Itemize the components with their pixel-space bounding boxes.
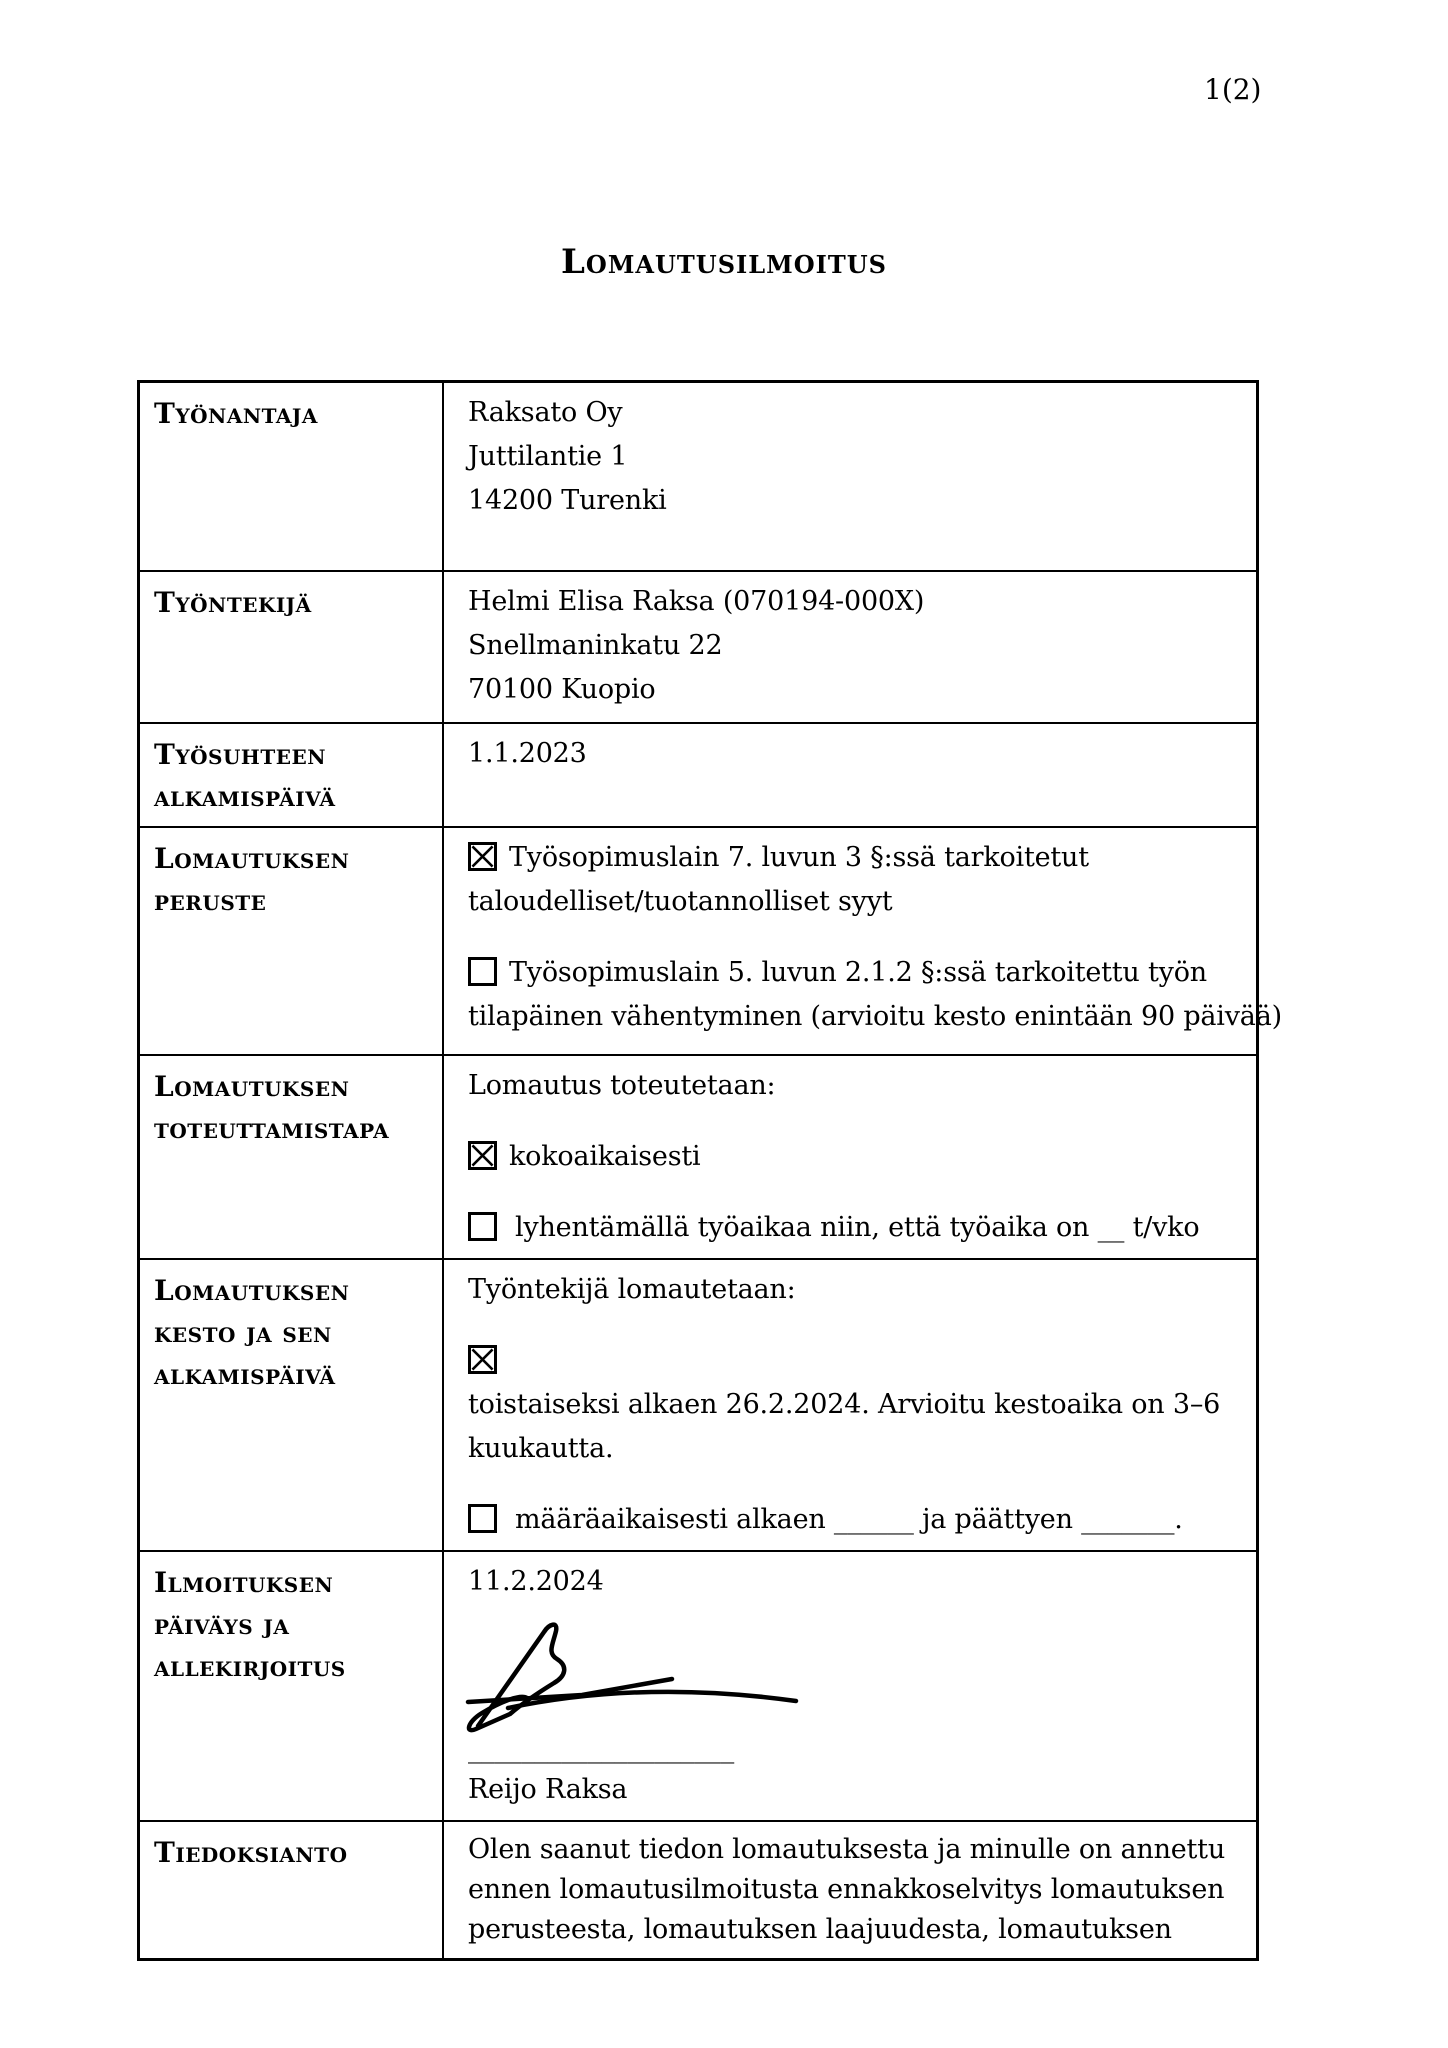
row-content-layoff-grounds [444,828,1290,1054]
row-label-employer: Työnantaja [140,383,444,570]
page-title: Lomautusilmoitus [561,242,887,282]
employer-name: Raksato Oy [468,397,623,428]
row-content-date-signature [444,1552,1256,1820]
table-row-implementation [140,1054,1256,1258]
row-label-duration: Lomautuksen kesto ja sen alkamispäivä [140,1260,444,1550]
implementation-option-reduced-hours: lyhentämällä työaikaa niin, että työaika on __ t/vko [468,1206,1248,1250]
row-content-notification [444,1822,1256,1958]
checkbox-unchecked-icon[interactable] [468,1504,497,1533]
row-content-implementation [444,1056,1256,1258]
employee-address-block [468,580,1248,712]
signer-name: Reijo Raksa [468,1774,628,1805]
row-label-layoff-grounds: Lomautuksen peruste [140,828,444,1054]
table-row-date-signature [140,1550,1256,1820]
table-row-employment-start [140,722,1256,826]
employee-city: 70100 Kuopio [468,674,656,705]
grounds-option-financial: Työsopimuslain 7. luvun 3 §:ssä tarkoitetut taloudelliset/tuotannolliset syyt [468,842,1089,917]
row-label-employee: Työntekijä [140,572,444,722]
table-row-layoff-grounds [140,826,1282,1054]
implementation-intro: Lomautus toteutetaan: [468,1070,776,1101]
duration-intro: Työntekijä lomautetaan: [468,1274,796,1305]
row-label-employment-start: Työsuhteen alkamispäivä [140,724,444,826]
checkbox-checked-icon[interactable] [468,842,497,871]
grounds-option-temporary: Työsopimuslain 5. luvun 2.1.2 §:ssä tarkoitettu työn tilapäinen vähentyminen (arvioitu kesto enintään 90 päivää) [468,957,1282,1032]
employer-address-block [468,391,1248,523]
row-content-employment-start [444,724,1256,826]
signature-image [464,1616,809,1734]
notice-date: 11.2.2024 [468,1566,604,1597]
checkbox-unchecked-icon[interactable] [468,957,497,986]
row-label-date-signature: Ilmoituksen päiväys ja allekirjoitus [140,1552,444,1820]
checkbox-unchecked-icon[interactable] [468,1212,497,1241]
table-row-employee [140,570,1256,722]
row-content-employee [444,572,1256,722]
implementation-option-fulltime: kokoaikaisesti [468,1135,1248,1179]
signature-line: ____________________ [468,1733,735,1764]
checkbox-checked-icon[interactable] [468,1141,497,1170]
table-row-employer [140,383,1256,570]
row-content-duration [444,1260,1256,1550]
table-row-duration [140,1258,1256,1550]
notification-text: Olen saanut tiedon lomautuksesta ja minulle on annettu ennen lomautusilmoitusta ennakkoselvitys lomautuksen perusteesta, lomautuksen laajuudesta, lomautuksen [468,1834,1226,1945]
row-label-implementation: Lomautuksen toteuttamistapa [140,1056,444,1258]
table-row-notification [140,1820,1256,1958]
employee-name: Helmi Elisa Raksa (070194-000X) [468,586,925,617]
row-label-notification: Tiedoksianto [140,1822,444,1958]
page-number: 1(2) [1204,73,1262,106]
checkbox-checked-icon[interactable] [468,1345,497,1374]
employment-start-date: 1.1.2023 [468,738,587,769]
employer-street: Juttilantie 1 [468,441,628,472]
duration-option-indefinite: toistaiseksi alkaen 26.2.2024. Arvioitu kestoaika on 3–6 kuukautta. [468,1339,1248,1471]
duration-option-fixed-term: määräaikaisesti alkaen ______ ja päättyen _______. [468,1498,1248,1542]
employee-street: Snellmaninkatu 22 [468,630,723,661]
layoff-notice-table [137,380,1282,1961]
row-content-employer [444,383,1256,570]
employer-city: 14200 Turenki [468,485,667,516]
